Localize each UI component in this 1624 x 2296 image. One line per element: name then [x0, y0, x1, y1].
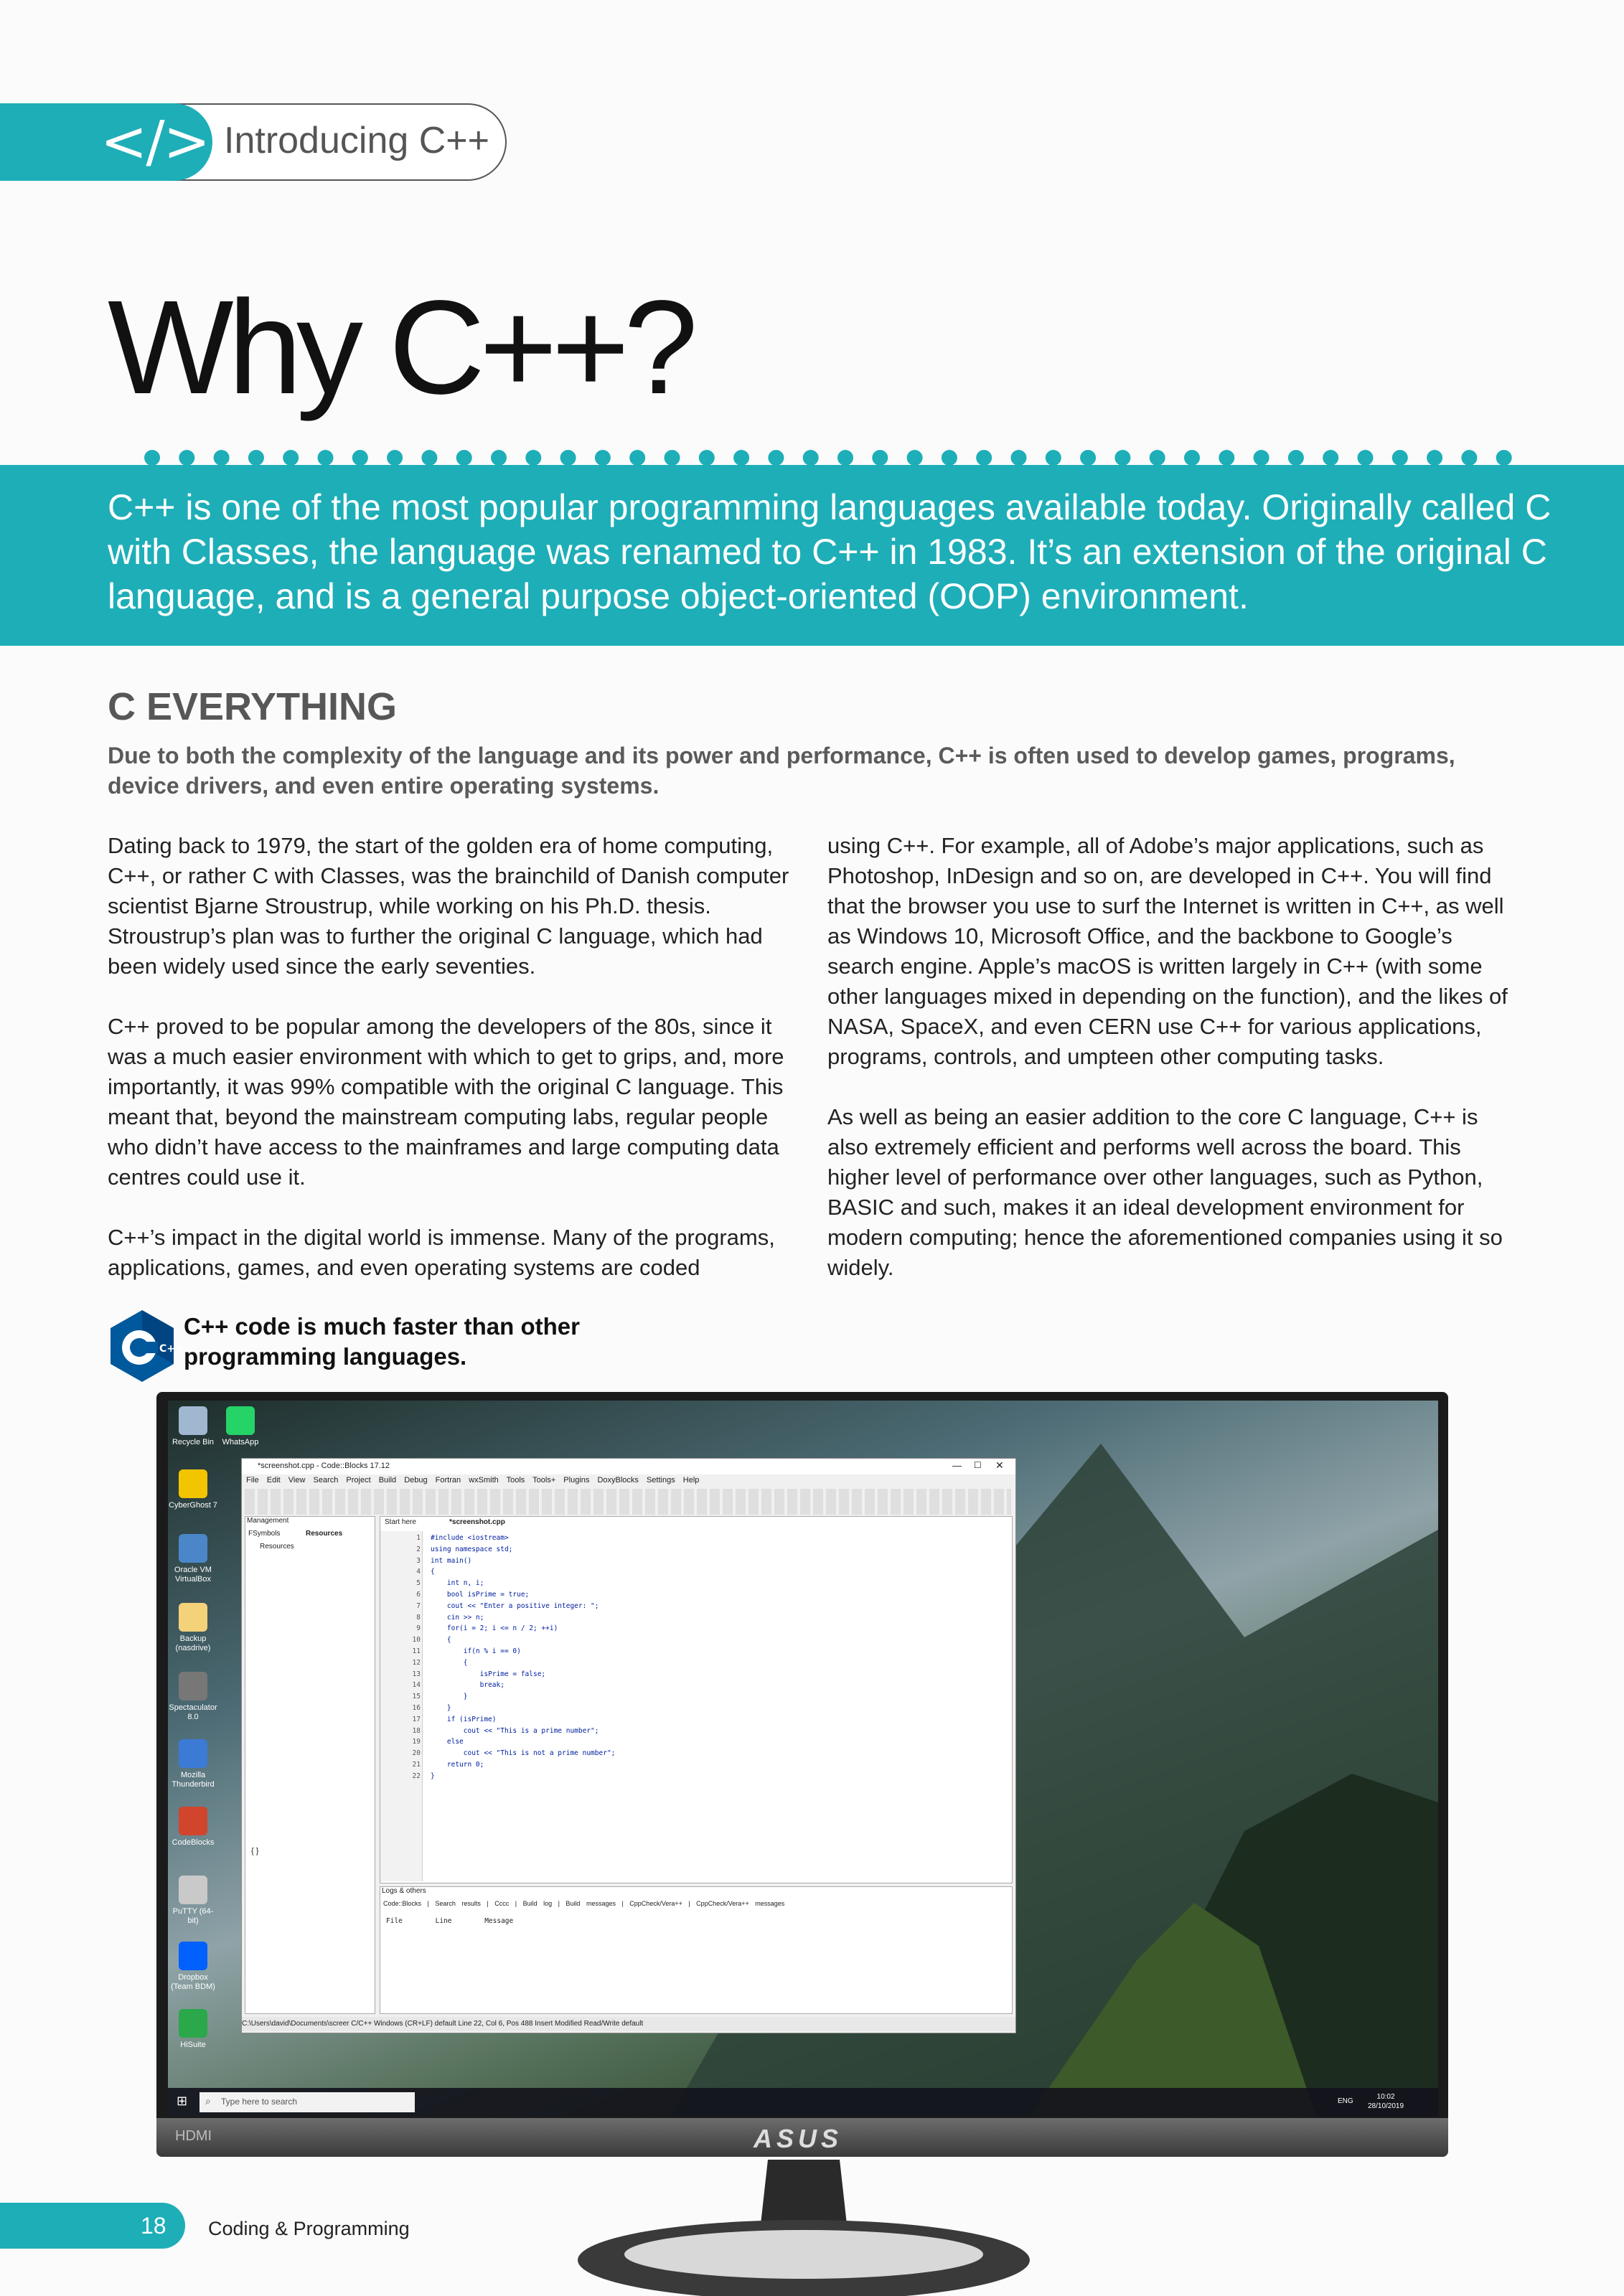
footer-title: Coding & Programming	[208, 2218, 410, 2239]
codeblocks-window[interactable]	[241, 1458, 1016, 2033]
desktop-icon[interactable]	[168, 1739, 218, 1789]
search-placeholder: Type here to search	[221, 2097, 298, 2107]
desktop-icon[interactable]	[215, 1406, 266, 1447]
language-indicator[interactable]: ENG	[1338, 2097, 1353, 2105]
desktop-icon-label: Backup (nasdrive)	[175, 1634, 211, 1652]
desktop-icon-label: WhatsApp	[222, 1438, 259, 1446]
app-icon	[179, 1942, 207, 1970]
panel-title: Management	[247, 1517, 289, 1525]
maximize-icon[interactable]: ☐	[974, 1460, 982, 1470]
intro-paragraph: C++ is one of the most popular programming languages available today. Originally called C with Classes, the language was renamed to C++ in 1983. It’s an extension of the original C language, and is a general purpose object-oriented (OOP) environment.	[108, 487, 1552, 616]
brand-logo: ASUS	[754, 2124, 843, 2153]
paragraph: Dating back to 1979, the start of the golden era of home computing, C++, or rather C with Classes, was the brainchild of Danish computer scientist Bjarne Stroustrup, while working on his Ph.D. thesis. Stroustrup’s plan was to further the original C language, which had been widely used since the early seventies.	[108, 833, 789, 979]
cpp-logo-icon	[108, 1309, 184, 1383]
panel-title: Logs & others	[382, 1887, 426, 1895]
clock-date: 28/10/2019	[1368, 2102, 1404, 2110]
divider-dot	[1150, 450, 1165, 466]
divider-dot	[1392, 450, 1408, 466]
divider-dot	[1254, 450, 1269, 466]
divider-dot	[214, 450, 230, 466]
desktop-icon[interactable]	[168, 1406, 218, 1447]
divider-dot	[837, 450, 853, 466]
divider-dot	[456, 450, 472, 466]
subheading: C EVERYTHING	[108, 685, 398, 728]
tab-symbols[interactable]: FSymbols	[248, 1530, 281, 1538]
desktop-icon-label: CyberGhost 7	[169, 1501, 217, 1510]
app-icon	[179, 1672, 207, 1700]
source-code[interactable]: #include <iostream> using namespace std; int main() { int n, i; bool isPrime = true; cout << "Enter a positive integer: "; cin >> n; for(i = 2; i <= n / 2; ++i) { if(n % i == 0) { isPrime = false; break; } } if (isPrime) cout << "This is a prime number"; else cout << "This is not a prime number"; return 0; }	[431, 1534, 616, 1780]
desktop-icon[interactable]	[168, 1942, 218, 1992]
app-icon	[179, 1807, 207, 1835]
divider-dot	[1114, 450, 1130, 466]
desktop-icon-label: Spectaculator 8.0	[169, 1703, 217, 1721]
divider-dot	[387, 450, 403, 466]
desktop-icon[interactable]	[168, 1672, 218, 1722]
divider-dot	[421, 450, 437, 466]
divider-dot	[595, 450, 611, 466]
divider-dot	[144, 450, 160, 466]
tip-text: C++ code is much faster than other programming languages.	[184, 1313, 580, 1370]
divider-dot	[907, 450, 923, 466]
cpp-logo-text: C++	[159, 1343, 184, 1355]
divider-dot	[1219, 450, 1234, 466]
paragraph: using C++. For example, all of Adobe’s major applications, such as Photoshop, InDesign and so on, are developed in C++. You will find that the browser you use to surf the Internet is written in C++, as well as Windows 10, Microsoft Office, and the backbone to Google’s search engine. Apple’s macOS is written largely in C++ (with some other languages mixed in depending on the function), and the likes of NASA, SpaceX, and even CERN use C++ for various applications, programs, controls, and umpteen other computing tasks.	[827, 833, 1508, 1069]
taskbar-search[interactable]	[200, 2092, 415, 2112]
divider-dot	[179, 450, 194, 466]
braces-icon[interactable]: { }	[251, 1847, 259, 1855]
desktop-icon-label: CodeBlocks	[172, 1838, 215, 1847]
desktop-icon-label: Dropbox (Team BDM)	[171, 1973, 215, 1991]
clock[interactable]	[1368, 2092, 1404, 2111]
monitor-stand	[574, 2160, 1033, 2296]
menu-bar[interactable]: File Edit View Search Project Build Debug Fortran wxSmith Tools Tools+ Plugins DoxyBlocks Settings Help	[246, 1476, 700, 1485]
app-icon	[179, 1603, 207, 1632]
page-number: 18	[141, 2213, 166, 2239]
divider-dot	[976, 450, 992, 466]
divider-dot	[491, 450, 507, 466]
divider-dot	[1358, 450, 1374, 466]
section-label: Introducing C++	[224, 120, 490, 161]
desktop-icon[interactable]	[168, 1807, 218, 1848]
code-editor[interactable]	[380, 1516, 1013, 1883]
divider-dot	[768, 450, 784, 466]
divider-dot	[525, 450, 541, 466]
app-icon	[179, 1534, 207, 1563]
divider-dot	[803, 450, 819, 466]
taskbar[interactable]	[168, 2088, 1438, 2117]
divider-dot	[1288, 450, 1304, 466]
window-titlebar[interactable]	[242, 1459, 1015, 1474]
logs-panel[interactable]	[380, 1886, 1013, 2014]
desktop-icon-label: Recycle Bin	[172, 1438, 215, 1446]
minimize-icon[interactable]: —	[952, 1460, 962, 1471]
divider-dot	[1496, 450, 1512, 466]
management-panel[interactable]	[245, 1516, 375, 2014]
app-icon	[179, 1406, 207, 1435]
clock-time: 10:02	[1376, 2093, 1395, 2101]
divider-dot	[1461, 450, 1477, 466]
dotted-divider	[144, 449, 1521, 466]
divider-dot	[352, 450, 368, 466]
code-brackets-icon: </>	[100, 110, 209, 174]
tab-resources[interactable]: Resources	[306, 1530, 343, 1538]
log-columns: File Line Message	[386, 1917, 514, 1925]
hdmi-label: HDMI	[175, 2128, 212, 2144]
column-right	[827, 831, 1524, 1313]
divider-dot	[1184, 450, 1200, 466]
divider-dot	[1427, 450, 1442, 466]
tab-start-here[interactable]: Start here	[385, 1518, 416, 1526]
column-left	[108, 831, 797, 1313]
desktop-icon-label: Mozilla Thunderbird	[172, 1771, 215, 1789]
divider-dot	[560, 450, 576, 466]
line-numbers: 1 2 3 4 5 6 7 8 9 10 11 12 13 14 15 16 17 18 19 20 21 22	[412, 1534, 421, 1780]
desktop-icon-label: HiSuite	[180, 2041, 206, 2049]
desktop-icon[interactable]	[168, 2009, 218, 2050]
app-icon	[179, 1739, 207, 1768]
divider-dot	[1323, 450, 1338, 466]
paragraph: C++ proved to be popular among the developers of the 80s, since it was a much easier environment with which to get to grips, and, more importantly, it was 99% compatible with the original C language. This meant that, beyond the mainstream computing labs, regular people who didn’t have access to the mainframes and large computing data centres could use it.	[108, 1014, 784, 1190]
desktop-icon[interactable]	[168, 1469, 218, 1510]
toolbar[interactable]	[245, 1489, 1011, 1515]
desktop-icon-label: PuTTY (64-bit)	[172, 1907, 214, 1925]
lead-paragraph: Due to both the complexity of the language and its power and performance, C++ is often used to develop games, programs, device drivers, and even entire operating systems.	[108, 743, 1455, 799]
desktop-icon[interactable]	[168, 1603, 218, 1653]
tab-file[interactable]: *screenshot.cpp	[449, 1518, 505, 1526]
log-tabs[interactable]: Code::Blocks | Search results | Cccc | Build log | Build messages | CppCheck/Vera++ | CppCheck/Vera++ messages	[383, 1900, 785, 1907]
divider-dot	[665, 450, 680, 466]
paragraph: As well as being an easier addition to the core C language, C++ is also extremely efficient and performs well across the board. This higher level of performance over other languages, such as Python, BASIC and such, makes it an ideal development environment for modern computing; hence the aforementioned companies using it so widely.	[827, 1104, 1503, 1280]
divider-dot	[699, 450, 715, 466]
divider-dot	[1080, 450, 1096, 466]
status-bar: C:\Users\david\Documents\screer C/C++ Windows (CR+LF) default Line 22, Col 6, Pos 488 Insert Modified Read/Write default	[242, 2017, 1015, 2031]
divider-dot	[248, 450, 264, 466]
tree-item[interactable]: Resources	[260, 1543, 294, 1551]
desktop-icon[interactable]	[168, 1876, 218, 1926]
window-title: *screenshot.cpp - Code::Blocks 17.12	[258, 1462, 390, 1470]
page-title: Why C++?	[108, 273, 693, 422]
desktop-icon[interactable]	[168, 1534, 218, 1584]
divider-dot	[629, 450, 645, 466]
divider-dot	[283, 450, 299, 466]
app-icon	[179, 1469, 207, 1498]
desktop-icon-label: Oracle VM VirtualBox	[174, 1566, 212, 1584]
divider-dot	[733, 450, 749, 466]
divider-dot	[318, 450, 334, 466]
divider-dot	[942, 450, 957, 466]
divider-dot	[1011, 450, 1027, 466]
divider-dot	[872, 450, 888, 466]
app-icon	[179, 2009, 207, 2038]
windows-start-icon[interactable]: ⊞	[177, 2094, 188, 2108]
search-icon: ⌕	[205, 2095, 211, 2107]
divider-dot	[1046, 450, 1061, 466]
app-icon	[179, 1876, 207, 1904]
app-icon	[226, 1406, 255, 1435]
paragraph: C++’s impact in the digital world is immense. Many of the programs, applications, games, and even operating systems are coded	[108, 1225, 775, 1280]
close-icon[interactable]: ✕	[995, 1459, 1004, 1471]
